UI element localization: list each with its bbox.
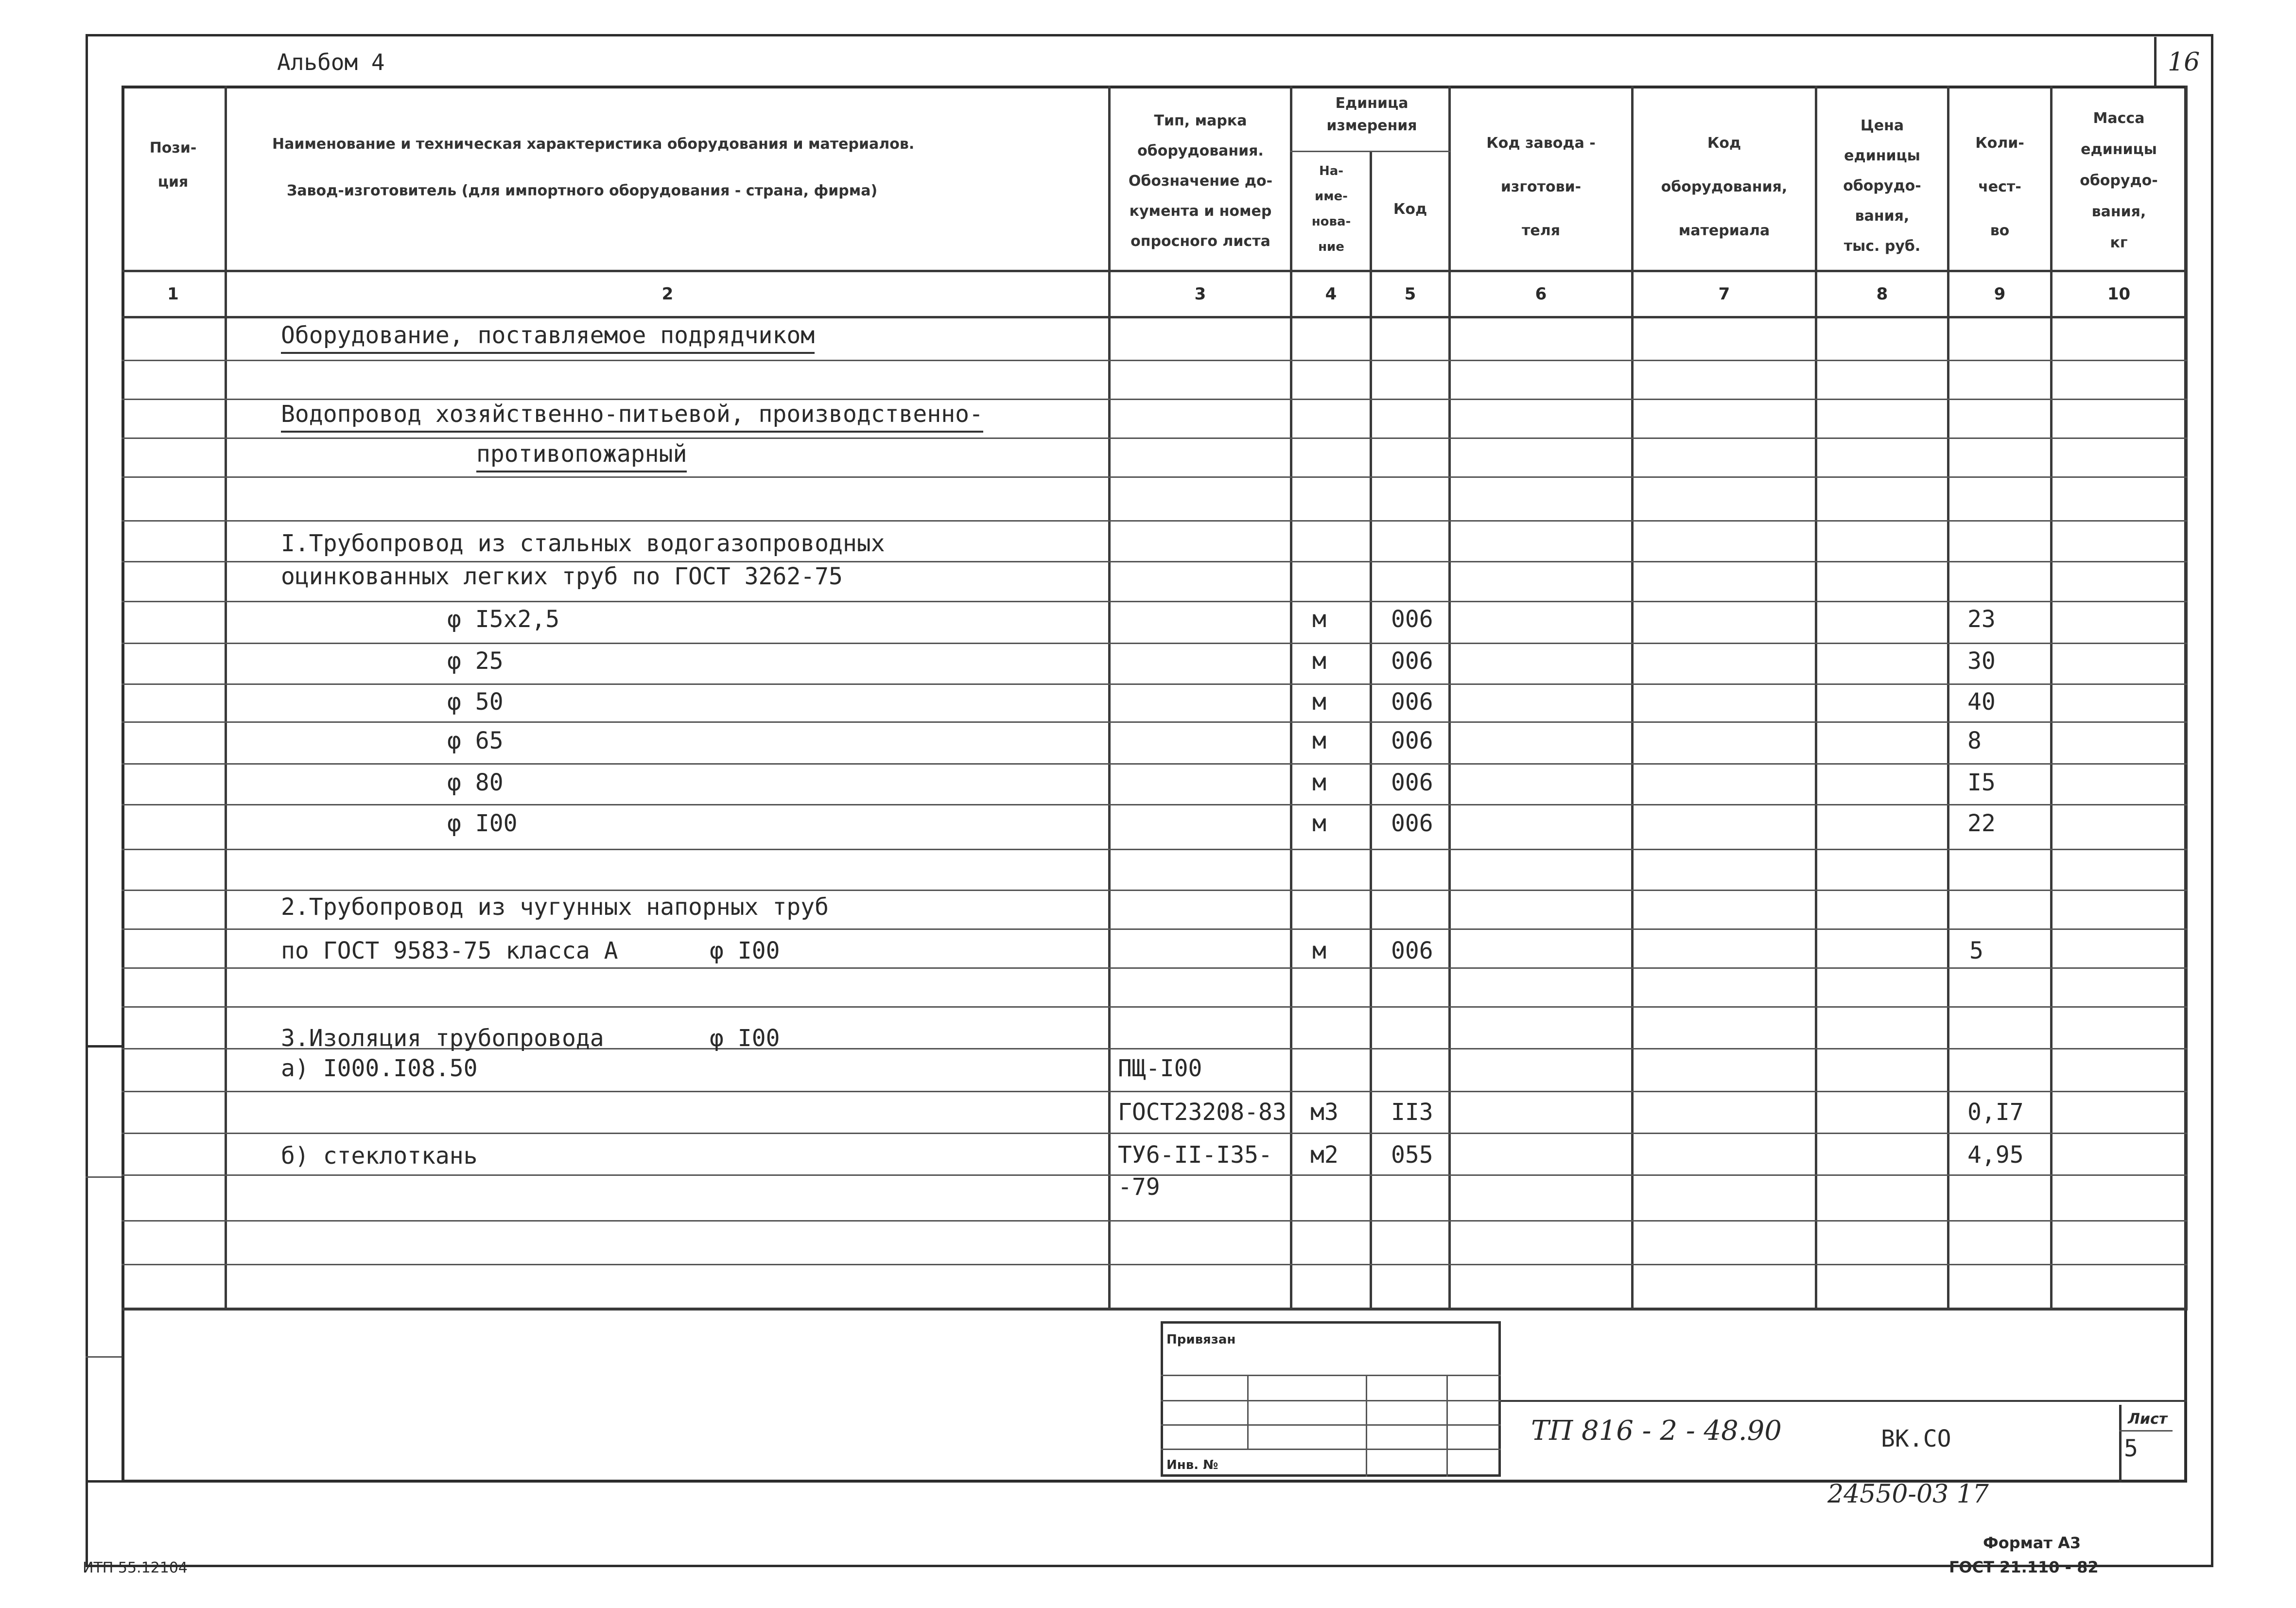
- pipe-code: 006: [1391, 810, 1433, 837]
- pipe-unit: м: [1312, 688, 1326, 716]
- colnum-7: 7: [1718, 284, 1730, 304]
- stamp-line: [1161, 1449, 1501, 1450]
- gost-label: ГОСТ 21.110 - 82: [1949, 1558, 2099, 1576]
- colnum-6: 6: [1535, 284, 1547, 304]
- doc-code: ТП 816 - 2 - 48.90: [1531, 1415, 1782, 1447]
- group1-title-line1: I.Трубопровод из стальных водогазопроводных: [281, 530, 885, 557]
- pipe-diameter: φ I00: [447, 810, 518, 837]
- pipe-qty: I5: [1967, 769, 1996, 796]
- format-label: Формат А3: [1983, 1534, 2081, 1552]
- colnum-3: 3: [1194, 284, 1206, 304]
- group3-diameter: φ I00: [710, 1025, 780, 1052]
- pipe-qty: 30: [1967, 647, 1996, 675]
- page-number: 16: [2168, 48, 2200, 77]
- header-position: Пози- ция: [149, 140, 197, 191]
- row-line: [122, 1220, 2187, 1222]
- binding-divider: [86, 1176, 122, 1178]
- row-line: [122, 804, 2187, 805]
- pipe-unit: м: [1312, 606, 1326, 633]
- group2-diameter: φ I00: [710, 937, 780, 964]
- col-line: [225, 86, 227, 1311]
- album-label: Альбом 4: [277, 49, 385, 75]
- unit-header-divider: [1290, 151, 1450, 152]
- header-equipment-code: Код оборудования, материала: [1661, 135, 1788, 239]
- pipe-unit: м: [1312, 647, 1326, 675]
- row-line: [122, 721, 2187, 723]
- row-line: [122, 476, 2187, 478]
- colnum-8: 8: [1876, 284, 1888, 304]
- left-binding-strip: [86, 1045, 122, 1483]
- row-line: [122, 1264, 2187, 1265]
- colnum-10: 10: [2107, 284, 2131, 304]
- header-name-line2: Завод-изготовитель (для импортного оборудования - страна, фирма): [287, 182, 878, 199]
- pipe-qty: 22: [1967, 810, 1996, 837]
- pipe-diameter: φ 25: [447, 647, 504, 675]
- table-bottom-line: [122, 1308, 2187, 1311]
- row-line: [122, 763, 2187, 765]
- group3a-qty: 0,I7: [1967, 1099, 2024, 1126]
- colnum-2: 2: [661, 284, 674, 304]
- pipe-code: 006: [1391, 647, 1433, 675]
- row-line: [122, 601, 2187, 602]
- stamp-line: [1366, 1375, 1367, 1477]
- group1-title-line2: оцинкованных легких труб по ГОСТ 3262-75: [281, 563, 843, 590]
- pipe-code: 006: [1391, 606, 1433, 633]
- sheet-value: 5: [2124, 1435, 2138, 1462]
- pipe-code: 006: [1391, 769, 1433, 796]
- group2-title-line2: по ГОСТ 9583-75 класса А: [281, 937, 618, 964]
- system-title-line1: Водопровод хозяйственно-питьевой, производственно-: [281, 400, 983, 433]
- stamp-line: [1247, 1375, 1249, 1449]
- pipe-diameter: φ 65: [447, 727, 504, 754]
- stamp-line: [1161, 1400, 1501, 1401]
- header-unit: Единица измерения: [1326, 95, 1417, 134]
- col-line: [1370, 151, 1372, 1311]
- stamp-line: [1446, 1375, 1448, 1477]
- group3b-type-line2: -79: [1118, 1173, 1160, 1201]
- group3a-type: ПЩ-I00: [1118, 1055, 1202, 1082]
- col-line: [1815, 86, 1817, 1311]
- archive-number: 24550-03 17: [1827, 1480, 1989, 1509]
- header-vendor-code: Код завода - изготови- теля: [1486, 135, 1596, 239]
- group3-title: 3.Изоляция трубопровода: [281, 1025, 604, 1052]
- pipe-qty: 40: [1967, 688, 1996, 716]
- pipe-diameter: φ I5x2,5: [447, 606, 560, 633]
- col-line: [1108, 86, 1111, 1311]
- stamp-attached-label: Привязан: [1166, 1332, 1236, 1347]
- group3a-unit: м3: [1310, 1099, 1339, 1126]
- col-line: [1290, 86, 1292, 1311]
- group2-title-line1: 2.Трубопровод из чугунных напорных труб: [281, 893, 829, 921]
- header-unit-code: Код: [1393, 201, 1427, 218]
- pipe-qty: 23: [1967, 606, 1996, 633]
- pipe-unit: м: [1312, 727, 1326, 754]
- colnum-bottom-line: [122, 316, 2187, 318]
- pipe-diameter: φ 80: [447, 769, 504, 796]
- colnum-5: 5: [1404, 284, 1416, 304]
- header-quantity: Коли- чест- во: [1975, 135, 2024, 239]
- col-line: [2185, 86, 2188, 1311]
- colnum-1: 1: [167, 284, 179, 304]
- title-block-top: [1501, 1400, 2187, 1402]
- pipe-unit: м: [1312, 810, 1326, 837]
- header-name-line1: Наименование и техническая характеристика оборудования и материалов.: [272, 136, 915, 153]
- col-line: [1448, 86, 1451, 1311]
- pipe-qty: 8: [1967, 727, 1982, 754]
- pipe-diameter: φ 50: [447, 688, 504, 716]
- group3a-code: II3: [1391, 1099, 1433, 1126]
- group2-code: 006: [1391, 937, 1433, 964]
- pipe-unit: м: [1312, 769, 1326, 796]
- row-line: [122, 520, 2187, 522]
- row-line: [122, 360, 2187, 361]
- pipe-code: 006: [1391, 727, 1433, 754]
- colnum-4: 4: [1325, 284, 1337, 304]
- section-title: Оборудование, поставляемое подрядчиком: [281, 321, 815, 354]
- group3a-name: а) I000.I08.50: [281, 1055, 478, 1082]
- row-line: [122, 1006, 2187, 1008]
- row-line: [122, 643, 2187, 644]
- stamp-line: [1161, 1424, 1501, 1426]
- header-unit-name: На- име- нова- ние: [1311, 164, 1351, 254]
- header-price: Цена единицы оборудо- вания, тыс. руб.: [1843, 117, 1921, 255]
- col-line: [2050, 86, 2052, 1311]
- row-line: [122, 1091, 2187, 1092]
- sheet-label: Лист: [2128, 1411, 2168, 1428]
- row-line: [122, 890, 2187, 891]
- colnum-9: 9: [1994, 284, 2006, 304]
- stamp-inv-label: Инв. №: [1166, 1458, 1218, 1472]
- group3b-type-line1: ТУ6-II-I35-: [1118, 1141, 1272, 1169]
- pipe-code: 006: [1391, 688, 1433, 716]
- row-line: [122, 967, 2187, 969]
- group2-unit: м: [1312, 937, 1326, 964]
- group3b-unit: м2: [1310, 1141, 1339, 1169]
- row-line: [122, 683, 2187, 685]
- header-mass: Масса единицы оборудо- вания, кг: [2080, 110, 2158, 251]
- group3b-name: б) стеклоткань: [281, 1142, 478, 1170]
- col-line: [1631, 86, 1634, 1311]
- group2-qty: 5: [1969, 937, 1983, 964]
- row-line: [122, 437, 2187, 439]
- stamp-line: [1161, 1375, 1501, 1376]
- col-line: [1947, 86, 1949, 1311]
- system-title-line2: противопожарный: [476, 439, 687, 472]
- header-type: Тип, марка оборудования. Обозначение до- кумента и номер опросного листа: [1128, 112, 1273, 250]
- bottom-left-code: ИТП 55.12104: [83, 1559, 188, 1576]
- group3b-qty: 4,95: [1967, 1141, 2024, 1169]
- group3a-doc: ГОСТ23208-83: [1118, 1099, 1287, 1126]
- group3b-code: 055: [1391, 1141, 1433, 1169]
- row-line: [122, 928, 2187, 930]
- row-line: [122, 849, 2187, 850]
- row-line: [122, 1133, 2187, 1134]
- doc-mark: ВК.СО: [1881, 1425, 1951, 1452]
- binding-divider: [86, 1356, 122, 1358]
